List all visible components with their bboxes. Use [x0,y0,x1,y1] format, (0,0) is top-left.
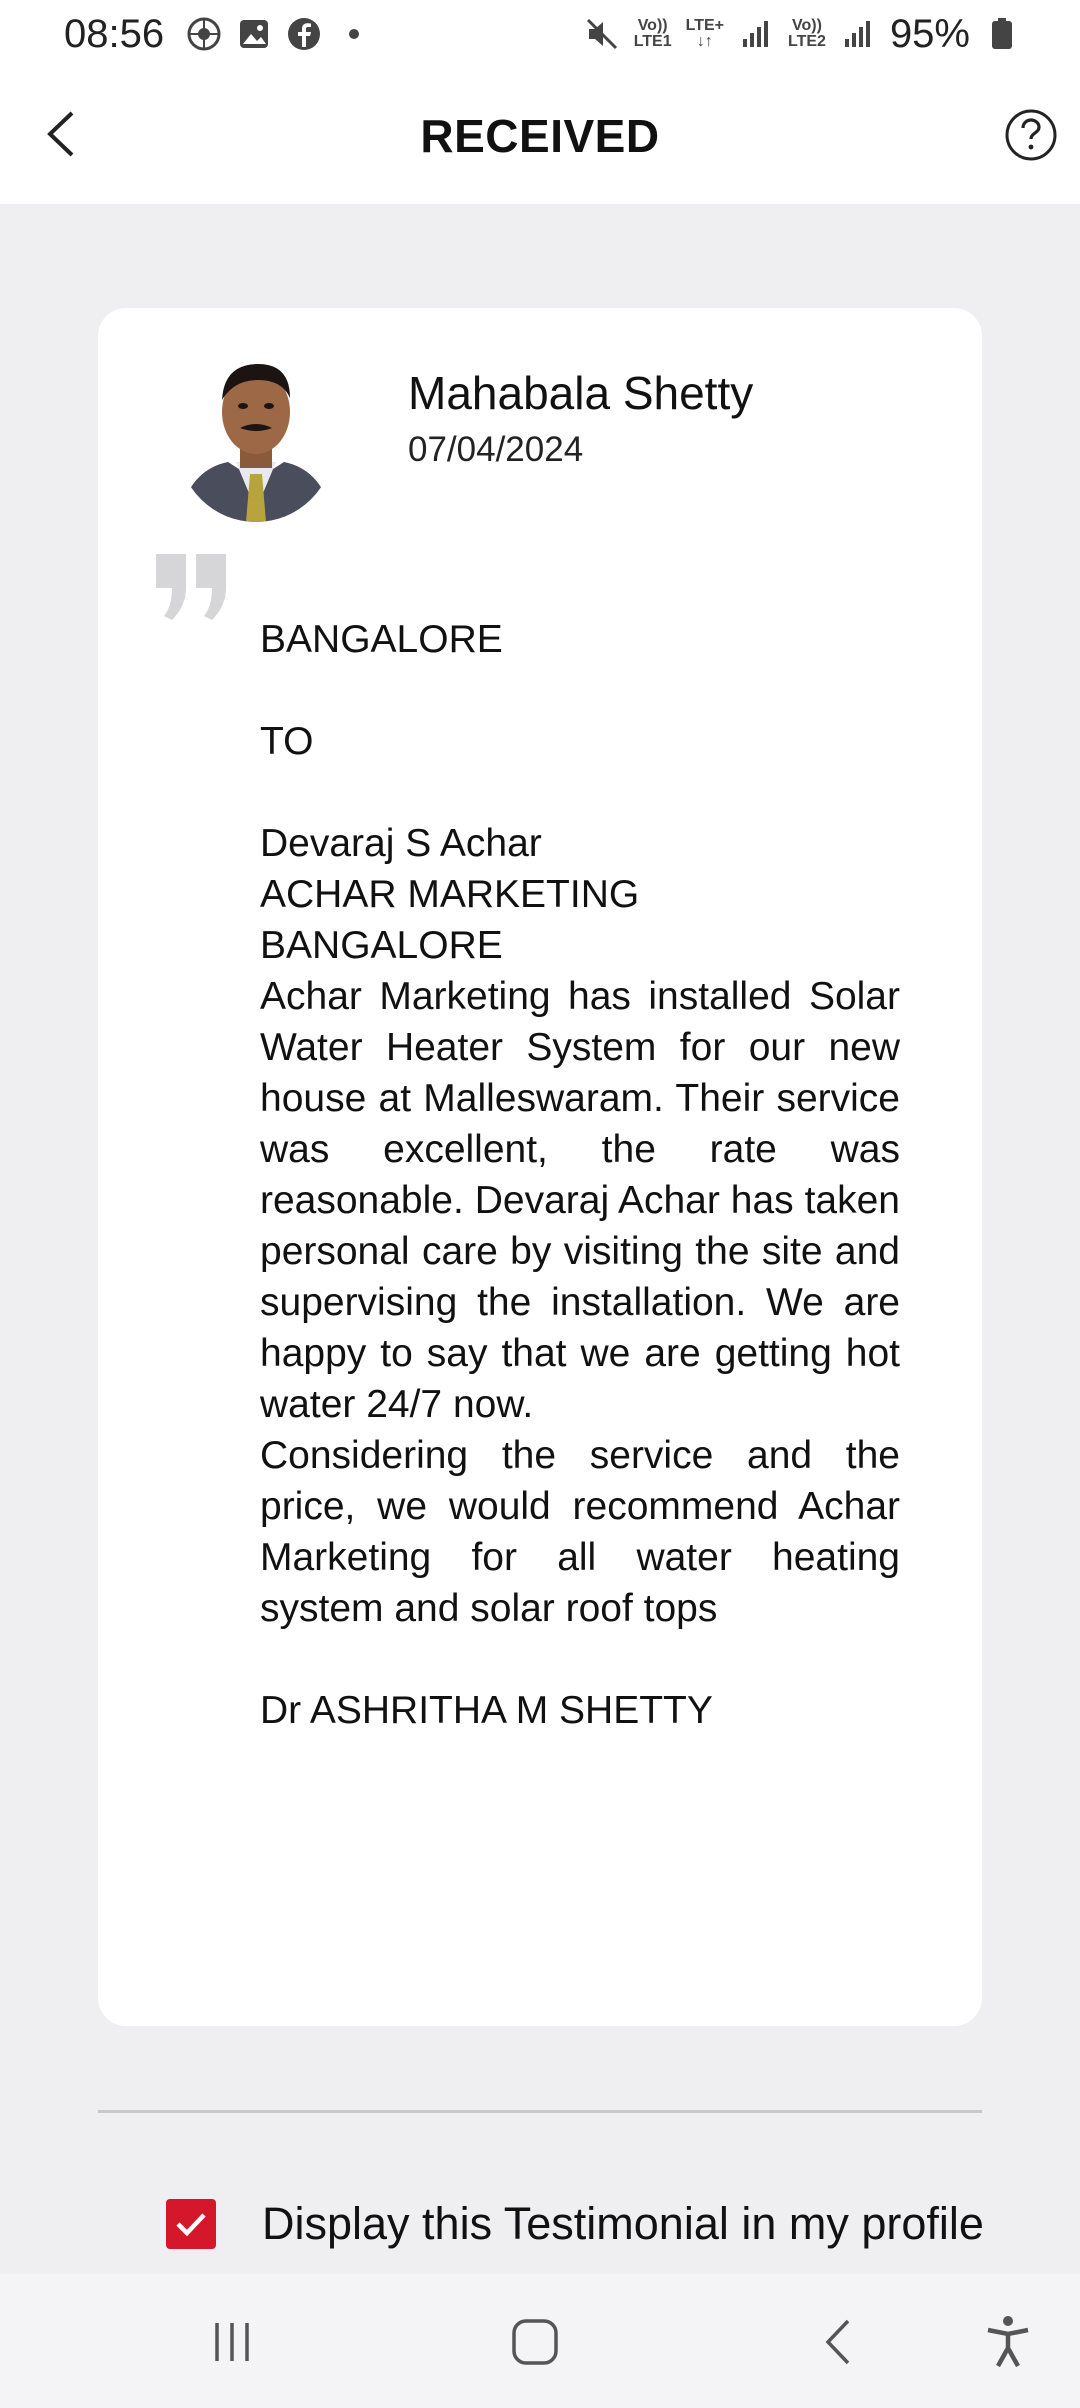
sim2-label: Vo)) LTE2 [788,17,826,50]
avatar [178,350,334,522]
signal-icon-1 [738,16,774,52]
help-icon [1004,108,1058,162]
display-testimonial-checkbox[interactable] [166,2199,216,2249]
battery-icon [984,16,1020,52]
recent-apps-icon [207,2317,257,2367]
accessibility-button[interactable] [978,2312,1038,2372]
home-button[interactable] [505,2312,565,2372]
home-icon [510,2317,560,2367]
help-button[interactable] [1004,108,1058,162]
accessibility-icon [984,2314,1032,2370]
testimonial-city: BANGALORE [260,618,503,661]
chevron-left-icon [42,109,82,159]
testimonial-signature: Dr ASHRITHA M SHETTY [260,1689,713,1732]
sim1-label: Vo)) LTE1 [633,17,672,50]
recipient-city: BANGALORE [260,924,503,967]
recipient-name: Devaraj S Achar [260,822,542,865]
system-back-icon [818,2317,858,2367]
gallery-icon [236,16,272,52]
display-testimonial-label[interactable]: Display this Testimonial in my profile [262,2198,984,2249]
quote-icon [152,552,232,624]
testimonial-text [260,614,900,1736]
network-type-label: LTE+ ↓↑ [685,17,724,50]
author-name: Mahabala Shetty [408,367,754,419]
recipient-company: ACHAR MARKETING [260,873,640,916]
app-header [0,68,1080,204]
divider [98,2110,982,2113]
dot-icon [336,16,372,52]
testimonial-to: TO [260,720,314,763]
facebook-icon [286,16,322,52]
status-time: 08:56 [64,11,165,56]
testimonial-card [98,308,982,2026]
testimonial-date: 07/04/2024 [408,430,584,469]
status-bar [0,0,1080,68]
checkmark-icon [172,2205,210,2243]
mute-icon [584,16,620,52]
page-title: RECEIVED [420,110,660,162]
vpn-icon [186,16,222,52]
signal-icon-2 [840,16,876,52]
system-back-button[interactable] [808,2312,868,2372]
testimonial-paragraph-2: Considering the service and the price, we would recommend Achar Marketing for all water heating system and solar roof tops [260,1434,900,1630]
recent-apps-button[interactable] [202,2312,262,2372]
back-button[interactable] [32,104,92,164]
system-nav-bar [0,2274,1080,2408]
display-testimonial-option[interactable] [166,2198,984,2250]
testimonial-paragraph-1: Achar Marketing has installed Solar Water Heater System for our new house at Malleswaram. Their service was excellent, the rate was reasonable. Devaraj Achar has taken personal care by visiting the site and supervising the installation. We are happy to say that we are getting hot water 24/7 now. [260,975,900,1426]
battery-percent: 95% [889,11,970,56]
